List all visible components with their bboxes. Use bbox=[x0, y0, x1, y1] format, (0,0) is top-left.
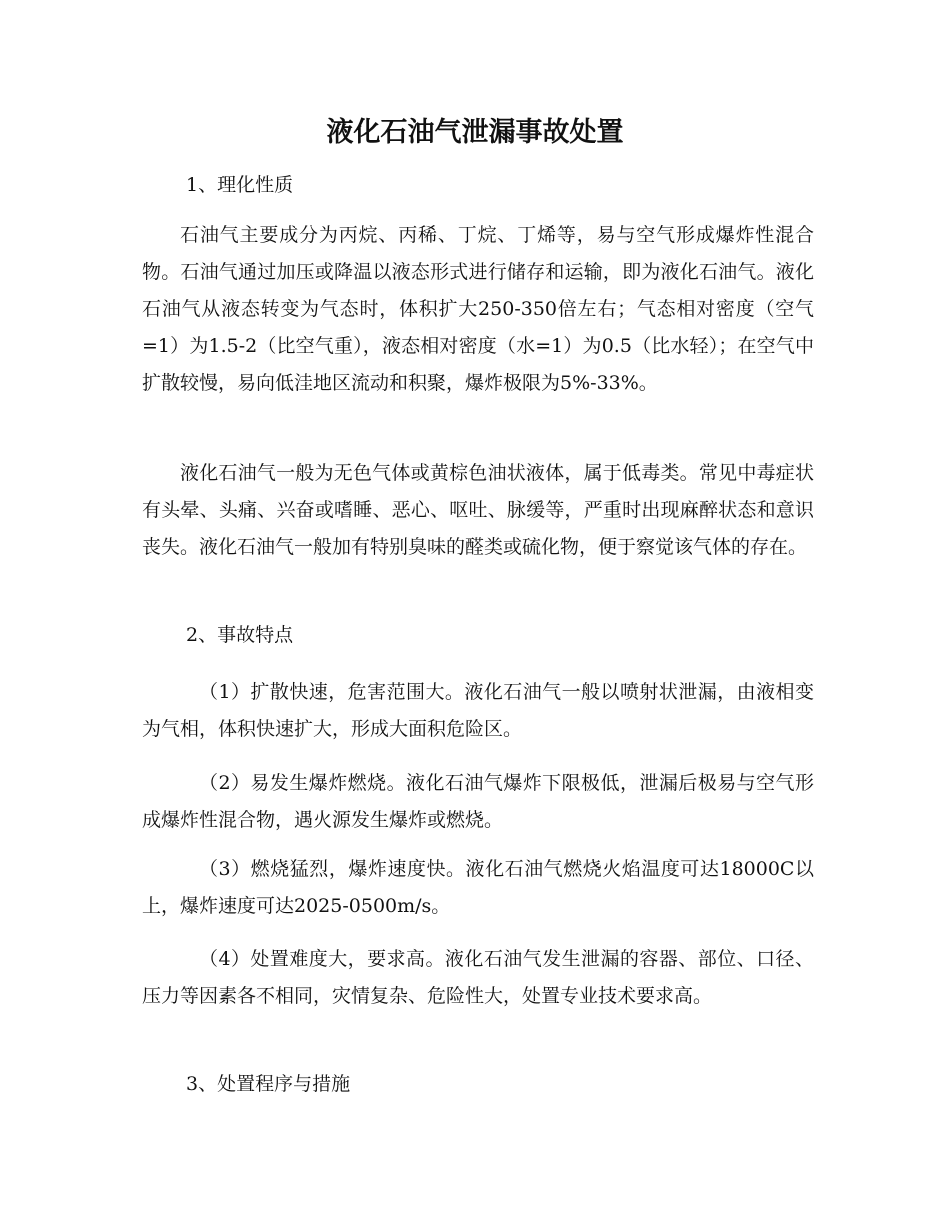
paragraph-item-1: （1）扩散快速，危害范围大。液化石油气一般以喷射状泄漏，由液相变为气相，体积快速扩大，形成大面积危险区。 bbox=[142, 681, 814, 740]
paragraph-item-2: （2）易发生爆炸燃烧。液化石油气爆炸下限极低，泄漏后极易与空气形成爆炸性混合物，遇火源发生爆炸或燃烧。 bbox=[142, 772, 814, 831]
paragraph-toxicity: 液化石油气一般为无色气体或黄棕色油状液体，属于低毒类。常见中毒症状有头晕、头痛、兴奋或嗜睡、恶心、呕吐、脉缓等，严重时出现麻醉状态和意识丧失。液化石油气一般加有特别臭味的醛类或硫化物，便于察觉该气体的存在。 bbox=[142, 462, 814, 558]
section-heading-characteristics: 2、事故特点 bbox=[186, 624, 294, 646]
paragraph-composition: 石油气主要成分为丙烷、丙稀、丁烷、丁烯等，易与空气形成爆炸性混合物。石油气通过加压或降温以液态形式进行储存和运输，即为液化石油气。液化石油气从液态转变为气态时，体积扩大250-350倍左右；气态相对密度（空气=1）为1.5-2（比空气重），液态相对密度（水=1）为0.5（比水轻）；在空气中扩散较慢，易向低洼地区流动和积聚，爆炸极限为5%-33%。 bbox=[142, 224, 814, 394]
paragraph-item-4: （4）处置难度大，要求高。液化石油气发生泄漏的容器、部位、口径、压力等因素各不相同，灾情复杂、危险性大，处置专业技术要求高。 bbox=[142, 948, 814, 1007]
document-title: 液化石油气泄漏事故处置 bbox=[326, 117, 624, 148]
section-heading-procedures: 3、处置程序与措施 bbox=[186, 1073, 351, 1095]
section-heading-properties: 1、理化性质 bbox=[186, 174, 294, 196]
paragraph-item-3: （3）燃烧猛烈，爆炸速度快。液化石油气燃烧火焰温度可达18000C以上，爆炸速度可达2025-0500m/s。 bbox=[142, 858, 814, 917]
